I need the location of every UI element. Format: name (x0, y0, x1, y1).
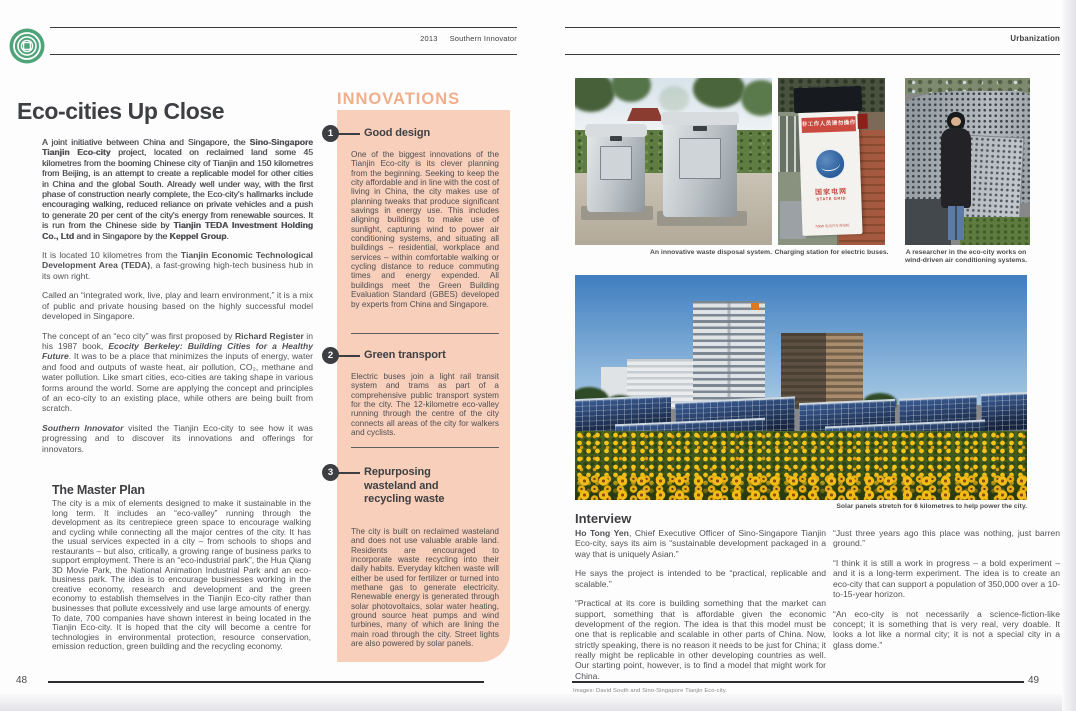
researcher-coat (941, 128, 971, 208)
state-grid-english: STATE GRID (816, 195, 847, 202)
section-label: Urbanization (1010, 34, 1060, 43)
kiosk-slot (610, 136, 622, 140)
page-number-left: 48 (16, 675, 28, 686)
master-plan-heading: The Master Plan (52, 483, 145, 497)
page-edge-bottom (0, 694, 1076, 711)
interview-paragraph: He says the project is intended to be “practical, replicable and scalable.” (575, 568, 826, 589)
right-header-rule-top (565, 27, 1060, 28)
intro-paragraph: It is located 10 kilometres from the Tianjin Economic Technological Development Area (TEDA), a fast-growing high-tech business hub in its own right. (42, 250, 313, 281)
researcher-face (951, 117, 961, 126)
innovation-body: Electric buses join a light rail transit system and trams as part of a comprehensive public transport system for the city. The 12-kilometre eco-valley running through the centre of the city connects all areas of the city for walkers and cyclists. (351, 372, 499, 438)
page-number-right: 49 (1028, 675, 1040, 686)
page-edge-right (1062, 0, 1076, 711)
left-header-rule-top (50, 27, 517, 28)
article-intro (42, 137, 313, 463)
interview-paragraph: “I think it is still a work in progress – a bold experiment – and it is a long-term experiment. The idea is to create an eco-city that can support a population of 350,000 over a 10-to-15-year horizon. (833, 558, 1060, 599)
innovation-body: One of the biggest innovations of the Tianjin Eco-city is its clever planning from the beginning. Seeking to keep the city affordable and in line with the cost of living in China, the city makes use of planning tweaks that produce significant savings in energy use. This includes aligning buildings to make use of sunlight, capturing wind to power air conditioning systems, and situating all buildings – residential, workplace and services – within comfortable walking or cycling distance to reduce commuting times and energy expended. All buildings meet the Green Building Evaluation Standard (GBES) developed by experts from China and Singapore. (351, 150, 499, 309)
intro-paragraph: Southern Innovator visited the Tianjin Eco-city to see how it was progressing and to discover its innovations and offerings for innovators. (42, 422, 313, 454)
left-footer-rule (48, 681, 484, 683)
innovation-heading: Good design (364, 127, 431, 139)
waste-kiosk (587, 128, 645, 212)
master-plan-body: The city is a mix of elements designed to make it sustainable in the long term. It includes an “eco-valley” running through the development as its centrepiece green space to encourage walking and cycling while connecting all the major centres of the city. It has the usual services expected in a city – from schools to shops and restaurants – but also, critically, a growing range of business parks to support employment. There is an “eco-industrial park”, the Hua Qiang 3D Movie Park, the National Animation Industrial Park and an eco-business park. The idea is to encourage businesses working in the creative economy, research and development and the green economy to establish themselves in the Tianjin Eco-city rather than businesses that pollute excessively and use large amounts of energy. To date, 700 companies have shown interest in being located in the Tianjin Eco-city. It is hoped that the city will become a centre for technologies in environmental protection, resource conservation, emission reduction, green building and the recycling economy. (52, 498, 311, 652)
header-magazine: Southern Innovator (449, 34, 517, 43)
header-year: 2013 (420, 34, 438, 43)
interview-column-left (575, 528, 826, 690)
kiosk-slot (693, 126, 708, 131)
right-footer-rule (572, 681, 1024, 683)
building-tower (693, 301, 765, 409)
left-header (50, 34, 517, 43)
innovation-heading: Green transport (364, 349, 446, 361)
intro-paragraph: The concept of an “eco city” was first proposed by Richard Register in his 1987 book, Ecocity Berkeley: Building Cities for a Healthy Future. It was to be a place that minimizes the inputs of energy, water and food and outputs of waste heat, air pollution, CO₂, methane and water pollution. Like smart cities, eco-cities are taking shape in various forms around the world. Some are applying the concept and principles of an eco-city to an existing place, while others are being built from scratch. (42, 330, 313, 414)
photo-caption: Solar panels stretch for 6 kilometres to help power the city. (836, 503, 1027, 510)
photo-researcher (905, 78, 1030, 245)
sunflower-field-foreground (575, 474, 1027, 500)
photo-decor-roof (627, 108, 663, 121)
interview-paragraph: “An eco-city is not necessarily a science-fiction-like concept; it is something that is very real, very doable. It looks a lot like a normal city; it is not a special city in a glass dome.” (833, 608, 1060, 650)
solar-panel (981, 392, 1027, 432)
photo-waste-disposal (575, 78, 772, 245)
photo-solar-panels (575, 275, 1027, 500)
sidebar-divider (351, 333, 499, 334)
master-plan-section (52, 483, 311, 652)
red-sign (857, 114, 868, 129)
pillar-warning-sign: 非工作人员请勿操作 (801, 116, 855, 133)
innovations-title: INNOVATIONS (337, 90, 461, 108)
tree-blob (659, 86, 689, 112)
photo-caption: Charging station for electric buses. (774, 249, 889, 256)
badge-connector (334, 355, 360, 357)
innovation-number-badge: 2 (322, 347, 339, 364)
image-credit: Images: David South and Sino-Singapore Tianjin Eco-city. (573, 688, 728, 694)
interview-paragraph: “Practical at its core is building something that the market can support, something that is affordable given the economic development of the region. The idea is that this model must be one that is replicable and scalable in other parts of China. Now, strictly speaking, there is no reason it needs to be just for China; it really might be replicable in other developing countries as well. Our starting point, however, is to find a model that might work for China. (575, 598, 826, 681)
intro-paragraph: Called an “integrated work, live, play and learn environment,” it is a mix of public and private housing based on the highly successful model developed in Singapore. (42, 290, 313, 322)
innovation-number-badge: 3 (322, 464, 339, 481)
researcher-jeans (948, 206, 964, 240)
building-logo (751, 303, 759, 310)
photo-caption: An innovative waste disposal system. (649, 249, 772, 256)
pillar-foot-text: 72kW 电动汽车充电桩 (814, 222, 850, 229)
state-grid-chinese: 国家电网 (814, 188, 848, 197)
innovation-heading: Repurposing wasteland and recycling waste (364, 466, 445, 505)
photo-caption: A researcher in the eco-city works on wind-driven air conditioning systems. (905, 249, 1027, 264)
left-header-rule-bottom (50, 54, 517, 55)
sidebar-divider (351, 447, 499, 448)
right-header-rule-bottom (565, 54, 1060, 55)
intro-paragraph: A joint initiative between China and Singapore, the Sino-Singapore Tianjin Eco-city project, located on reclaimed land some 45 kilometres from the booming Chinese city of Tianjin and 150 kilometres from Beijing, is an attempt to create a replicable model for other cities in China and the global South. Already well under way, with the first phase of construction nearly complete, the Eco-city's hallmarks include encouraging walking, reduced reliance on private vehicles and a push to generate 20 per cent of the city's energy from renewable sources. It is run from the Chinese side by Tianjin TEDA Investment Holding Co., Ltd and in Singapore by the Keppel Group. (42, 137, 313, 241)
southern-innovator-logo-icon (9, 28, 45, 64)
kiosk-door (600, 146, 632, 180)
waste-kiosk (663, 116, 737, 217)
interview-paragraph: “Just three years ago this place was nothing, just barren ground.” (833, 528, 1060, 549)
interview-column-right (833, 528, 1060, 659)
photo-decor-grass (960, 217, 1030, 245)
interview-heading: Interview (575, 511, 632, 526)
state-grid-logo-icon (815, 148, 846, 179)
charging-pillar (797, 86, 862, 236)
badge-connector (334, 133, 360, 135)
photo-charging-station (778, 78, 885, 245)
pillar-screen (794, 86, 862, 113)
article-title: Eco-cities Up Close (17, 98, 225, 124)
innovation-number-badge: 1 (322, 125, 339, 142)
innovation-body: The city is built on reclaimed wasteland and does not use valuable arable land. Residents are encouraged to incorporate waste recycling into their daily habits. Everyday kitchen waste will either be used for fertilizer or turned into methane gas to generate electricity. Renewable energy is generated through solar photovoltaics, solar water heating, ground source heat pumps and wind turbines, many of which are lining the main road through the city. Street lights are also powered by solar panels. (351, 527, 499, 649)
badge-connector (334, 472, 360, 474)
interview-paragraph: Ho Tong Yen, Chief Executive Officer of Sino-Singapore Tianjin Eco-city, says its aim is “sustainable development packaged in a way that is uniquely Asian.” (575, 528, 826, 559)
kiosk-door (679, 138, 720, 178)
